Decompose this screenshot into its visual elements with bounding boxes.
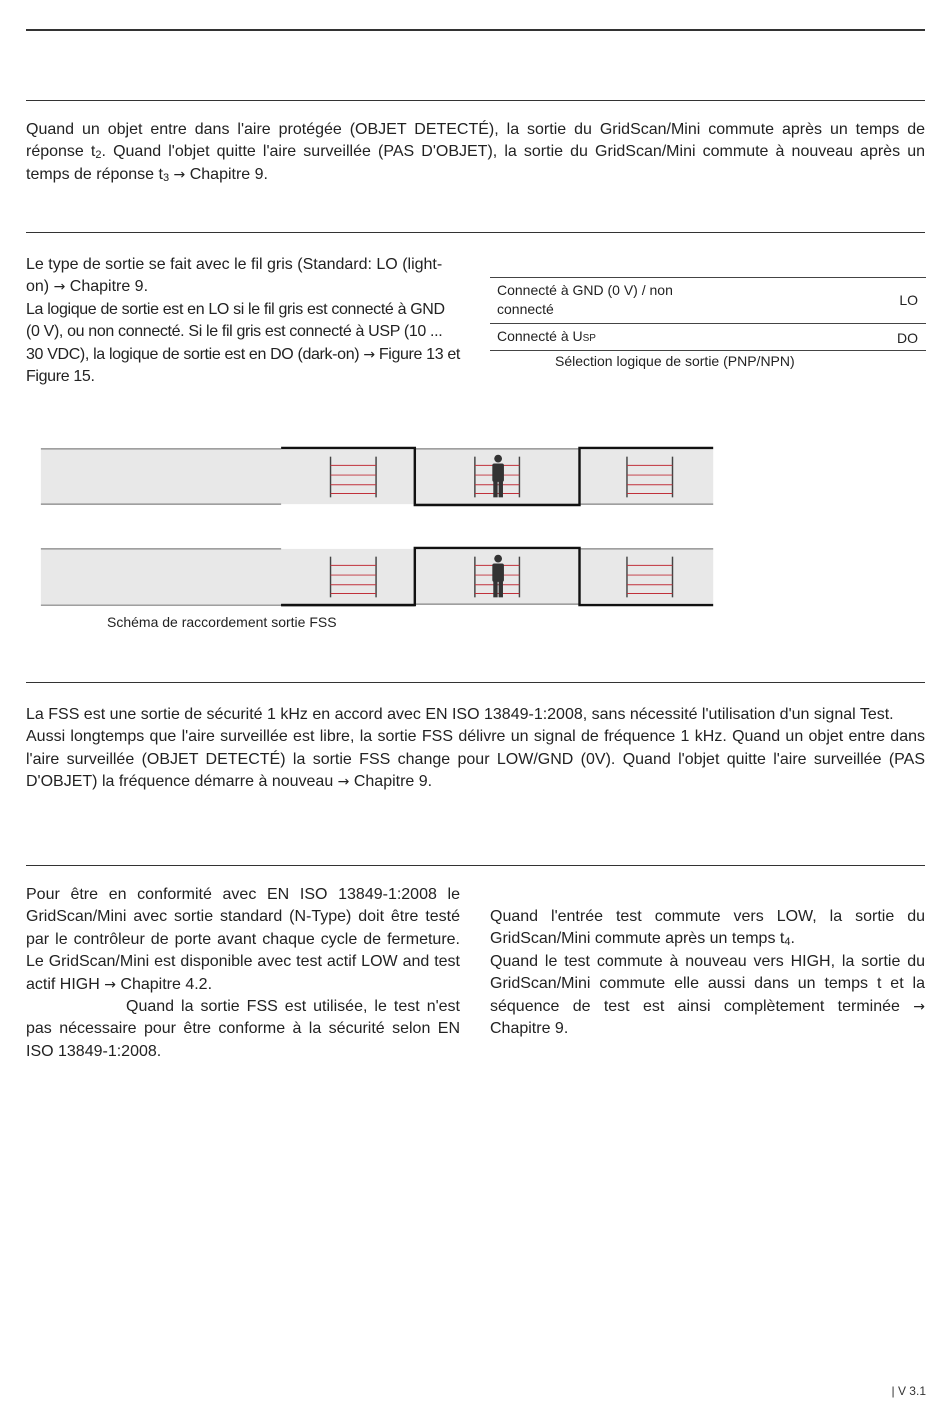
- header-rule: [26, 29, 925, 31]
- table-row: [490, 323, 926, 351]
- table-cell-condition: Connecté à GND (0 V) / non connecté: [497, 282, 673, 317]
- table-caption: Sélection logique de sortie (PNP/NPN): [555, 353, 795, 369]
- fss-paragraph: La FSS est une sortie de sécurité 1 kHz en accord avec EN ISO 13849-1:2008, sans nécessité l'utilisation d'un signal Test. Aussi longtemps que l'aire surveillée est libre, la sortie FSS délivre un signal de fréquence 1 kHz. Quand un objet entre dans l'aire surveillée (OBJET DETECTÉ) la sortie FSS change pour LOW/GND (0V). Quand l'objet quitte l'aire surveillée (PAS D'OBJET) la fréquence démarre à nouveau → Chapitre 9.: [26, 706, 925, 791]
- section-rule-output-type: [26, 232, 925, 233]
- table-cell-logic: LO: [899, 292, 918, 308]
- section-rule-fss: [26, 682, 925, 683]
- arrow-right-icon: →: [53, 279, 66, 296]
- fss-signal-diagram-2: [30, 546, 726, 608]
- arrow-right-icon: →: [337, 774, 350, 791]
- section-rule-test: [26, 865, 925, 866]
- table-cell-logic: DO: [897, 330, 918, 346]
- table-row: [490, 277, 926, 323]
- version-label: | V 3.1: [891, 1384, 926, 1398]
- response-time-paragraph: Quand un objet entre dans l'aire protégée (OBJET DETECTÉ), la sortie du GridScan/Mini commute après un temps de réponse $t_2$. Quand l'objet quitte l'aire surveillée (PAS D'OBJET), la sortie du GridScan/Mini commute à nouveau après un temps de réponse $t_3$ → Chapitre 9.: [26, 121, 925, 184]
- test-paragraph-right: Quand l'entrée test commute vers LOW, la sortie du GridScan/Mini commute après un temps $t_4$. Quand le test commute à nouveau vers HIGH, la sortie du GridScan/Mini commute elle aussi dans un temps t et la séquence de test est ainsi complètement terminée → Chapitre 9.: [490, 908, 925, 1038]
- arrow-right-icon: →: [173, 166, 186, 183]
- table-cell-condition: Connecté à USP: [497, 328, 596, 344]
- output-type-paragraph: Le type de sortie se fait avec le fil gris (Standard: LO (light-on) → Chapitre 9. La logique de sortie est en LO si le fil gris est connecté à GND (0 V), ou non connecté. Si le fil gris est connecté à USP (10 ... 30 VDC), la logique de sortie est en DO (dark-on) → Figure 13 et Figure 15.: [26, 256, 461, 386]
- diagram-caption: Schéma de raccordement sortie FSS: [107, 614, 337, 630]
- test-paragraph-left: Pour être en conformité avec EN ISO 13849-1:2008 le GridScan/Mini avec sortie standard (N-Type) doit être testé par le contrôleur de porte avant chaque cycle de fermeture. Le GridScan/Mini est disponible avec test actif LOW and test actif HIGH → Chapitre 4.2. Quand la sortie FSS est utilisée, le test n'est pas nécessaire pour être conforme à la sécurité selon EN ISO 13849-1:2008.: [26, 886, 460, 1060]
- arrow-right-icon: →: [913, 998, 925, 1015]
- fss-signal-diagram-1: [30, 446, 726, 508]
- section-rule-response: [26, 100, 925, 101]
- arrow-right-icon: →: [104, 976, 116, 993]
- arrow-right-icon: →: [363, 346, 375, 363]
- output-logic-table: [490, 277, 926, 351]
